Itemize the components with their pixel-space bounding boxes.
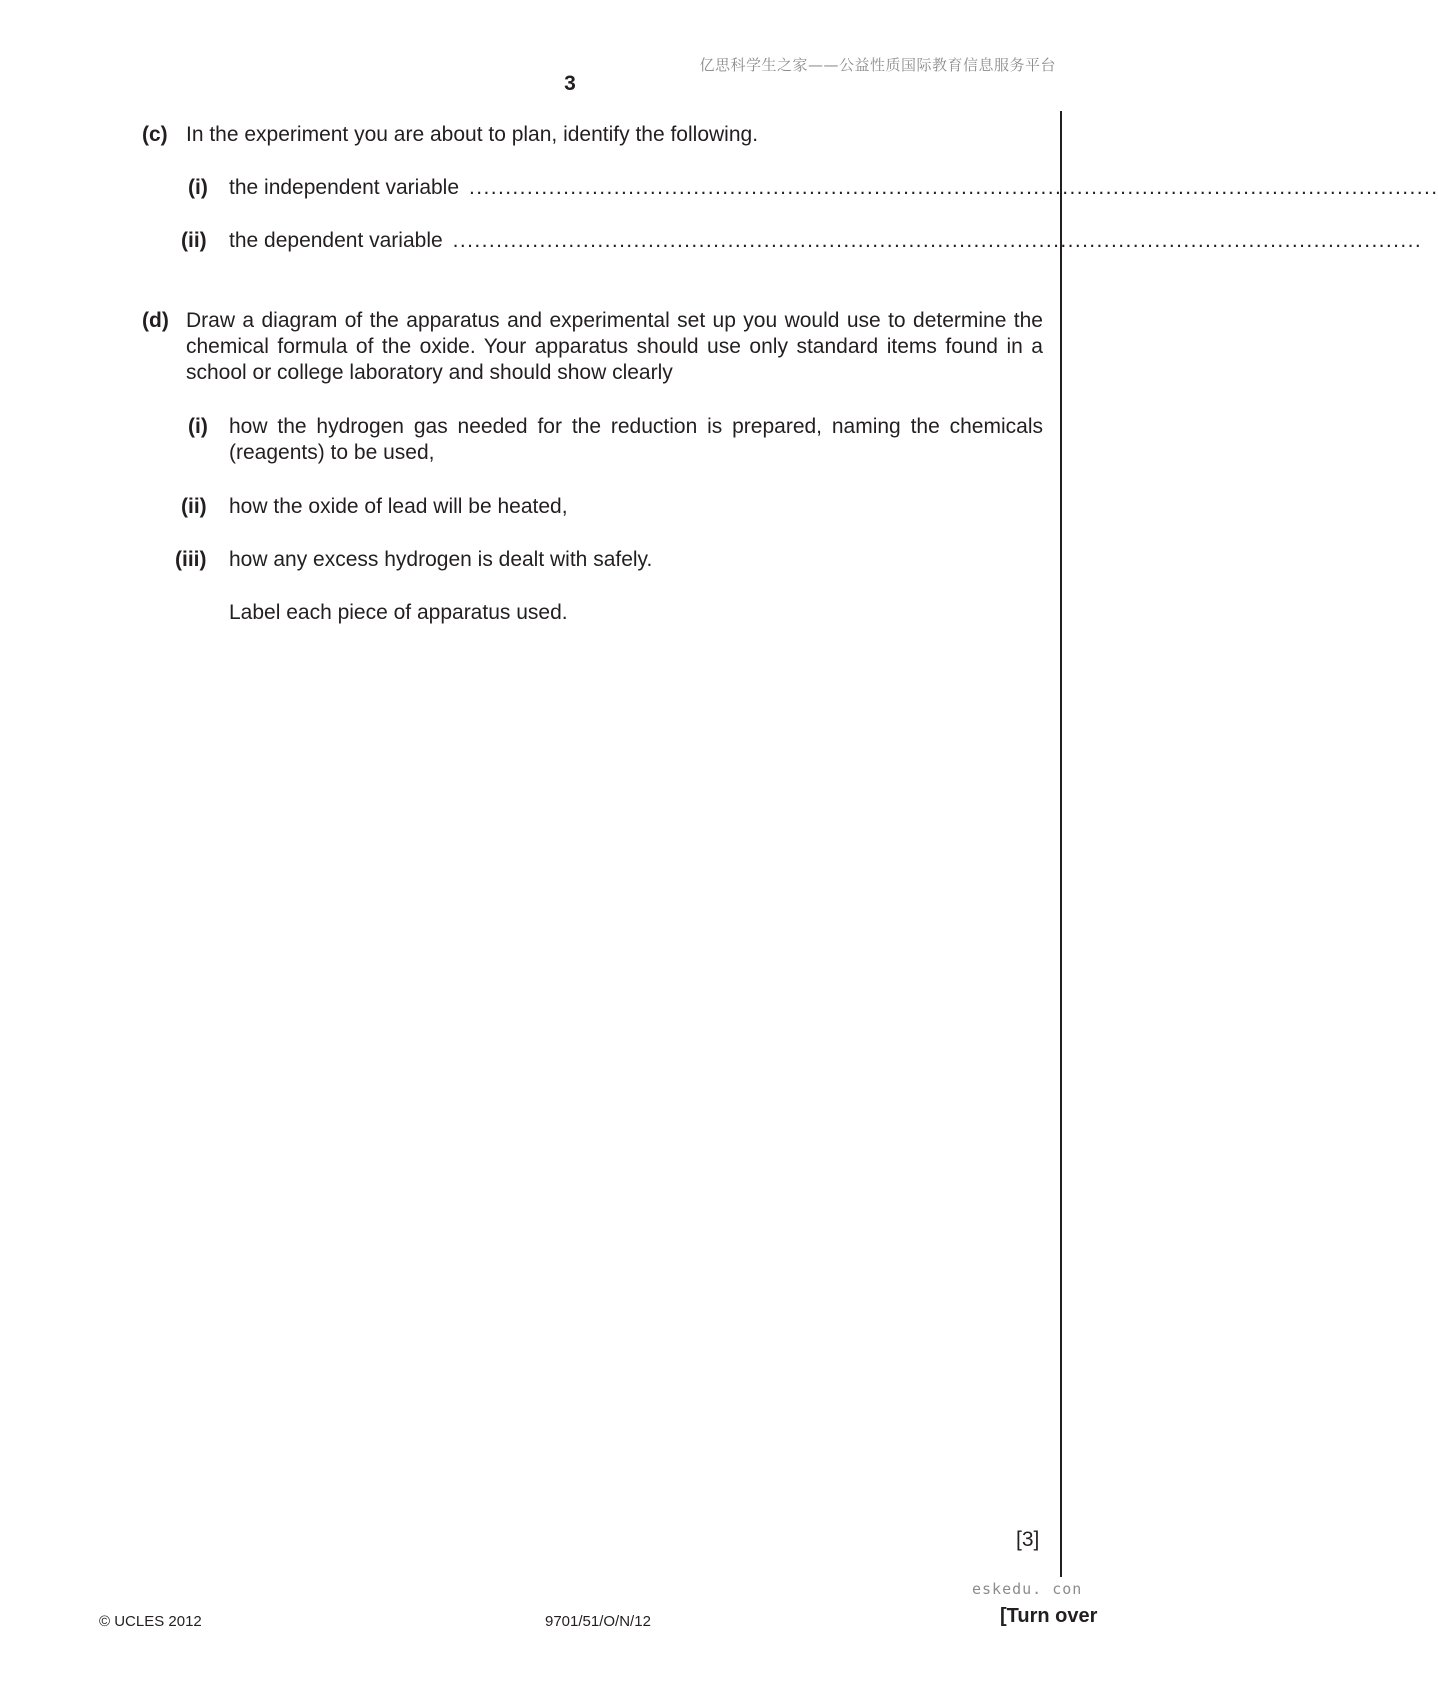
answer-dots: ...................................................................................................................................... bbox=[469, 176, 1438, 199]
turn-over: [Turn over bbox=[1000, 1605, 1098, 1627]
page-number: 3 bbox=[564, 72, 576, 95]
part-d-text: Draw a diagram of the apparatus and experimental set up you would use to determine the chemical formula of the oxide. Your apparatus should use only standard items found in a school or college laboratory and should show clearly bbox=[186, 309, 1043, 384]
footer-watermark: eskedu. con bbox=[972, 1580, 1083, 1598]
copyright: © UCLES 2012 bbox=[99, 1613, 202, 1630]
part-d-label: (d) bbox=[142, 309, 169, 332]
header-watermark: 亿思科学生之家——公益性质国际教育信息服务平台 bbox=[699, 56, 1056, 74]
answer-line-independent-variable[interactable] bbox=[229, 175, 1438, 201]
part-d-iii-label: (iii) bbox=[175, 548, 207, 571]
part-c-ii-label: (ii) bbox=[181, 229, 207, 252]
margin-rule bbox=[1060, 111, 1062, 1577]
diagram-drawing-area[interactable] bbox=[186, 650, 1043, 1510]
label-instruction: Label each piece of apparatus used. bbox=[229, 601, 568, 624]
part-c-i-text: the independent variable bbox=[229, 176, 460, 199]
part-c-text: In the experiment you are about to plan, identify the following. bbox=[186, 123, 759, 146]
part-d-ii-label: (ii) bbox=[181, 495, 207, 518]
part-c-i-label: (i) bbox=[188, 176, 208, 199]
part-d-i-label: (i) bbox=[188, 415, 208, 438]
paper-code: 9701/51/O/N/12 bbox=[545, 1613, 651, 1630]
part-c-label: (c) bbox=[142, 123, 168, 146]
marks-badge: [3] bbox=[1016, 1528, 1040, 1551]
answer-dots: ...................................................................................................................................... bbox=[452, 229, 1423, 252]
part-d-i-text: how the hydrogen gas needed for the reduction is prepared, naming the chemicals (reagents) to be used, bbox=[229, 415, 1043, 464]
answer-line-dependent-variable[interactable] bbox=[229, 228, 1423, 254]
part-d-ii-text: how the oxide of lead will be heated, bbox=[229, 495, 568, 518]
part-c-ii-text: the dependent variable bbox=[229, 229, 443, 252]
part-d-iii-text: how any excess hydrogen is dealt with safely. bbox=[229, 548, 653, 571]
